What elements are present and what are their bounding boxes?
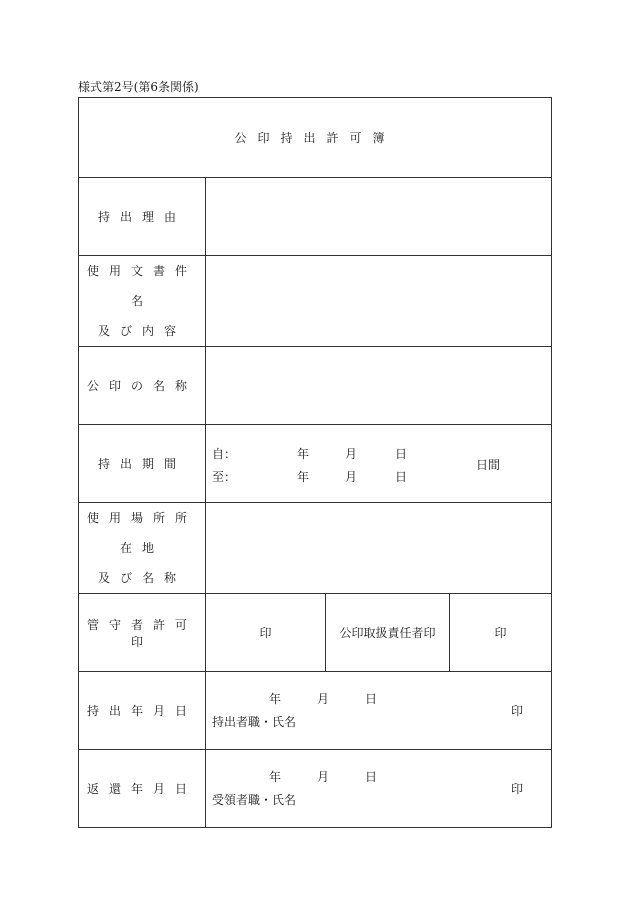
return-year: 年 <box>269 770 282 784</box>
field-permission-seal[interactable]: 印 <box>206 594 326 672</box>
form-title: 公印持出許可簿 <box>79 98 552 178</box>
period-days-suffix: 日間 <box>476 458 501 472</box>
label-seal-name: 公印の名称 <box>79 347 206 425</box>
period-to-year: 年 <box>297 470 310 484</box>
field-seal-name[interactable] <box>206 347 552 425</box>
label-officer-seal: 公印取扱責任者印 <box>326 594 450 672</box>
return-month: 月 <box>317 770 330 784</box>
label-place <box>79 503 206 594</box>
period-to-month: 月 <box>345 470 358 484</box>
label-place-line1: 使用場所所在地 <box>86 511 197 555</box>
period-from-month: 月 <box>345 447 358 461</box>
field-place[interactable] <box>206 503 552 594</box>
period-from-day: 日 <box>395 447 408 461</box>
period-to-label: 至： <box>212 470 237 484</box>
seal-takeout-form <box>78 97 552 828</box>
label-period: 持出期間 <box>79 425 206 503</box>
takeout-month: 月 <box>317 692 330 706</box>
label-permission: 管守者許可印 <box>79 594 206 672</box>
takeout-person-label: 持出者職・氏名 <box>212 715 297 729</box>
takeout-day: 日 <box>365 692 378 706</box>
field-officer-seal[interactable]: 印 <box>450 594 552 672</box>
label-return-date: 返還年月日 <box>79 750 206 828</box>
label-place-line2: 及び名称 <box>97 571 186 585</box>
return-seal-mark: 印 <box>511 782 524 796</box>
period-to-day: 日 <box>395 470 408 484</box>
field-document[interactable] <box>206 256 552 347</box>
return-day: 日 <box>365 770 378 784</box>
field-takeout-date[interactable] <box>206 672 552 750</box>
label-document <box>79 256 206 347</box>
period-from-label: 自： <box>212 447 237 461</box>
takeout-seal-mark: 印 <box>511 704 524 718</box>
field-reason[interactable] <box>206 178 552 256</box>
field-return-date[interactable] <box>206 750 552 828</box>
period-from-year: 年 <box>297 447 310 461</box>
form-id: 様式第2号(第6条関係) <box>78 80 199 94</box>
label-document-line1: 使用文書件名 <box>86 264 197 308</box>
label-reason: 持出理由 <box>79 178 206 256</box>
takeout-year: 年 <box>269 692 282 706</box>
label-takeout-date: 持出年月日 <box>79 672 206 750</box>
label-document-line2: 及び内容 <box>97 324 186 338</box>
return-person-label: 受領者職・氏名 <box>212 793 297 807</box>
field-period[interactable] <box>206 425 552 503</box>
